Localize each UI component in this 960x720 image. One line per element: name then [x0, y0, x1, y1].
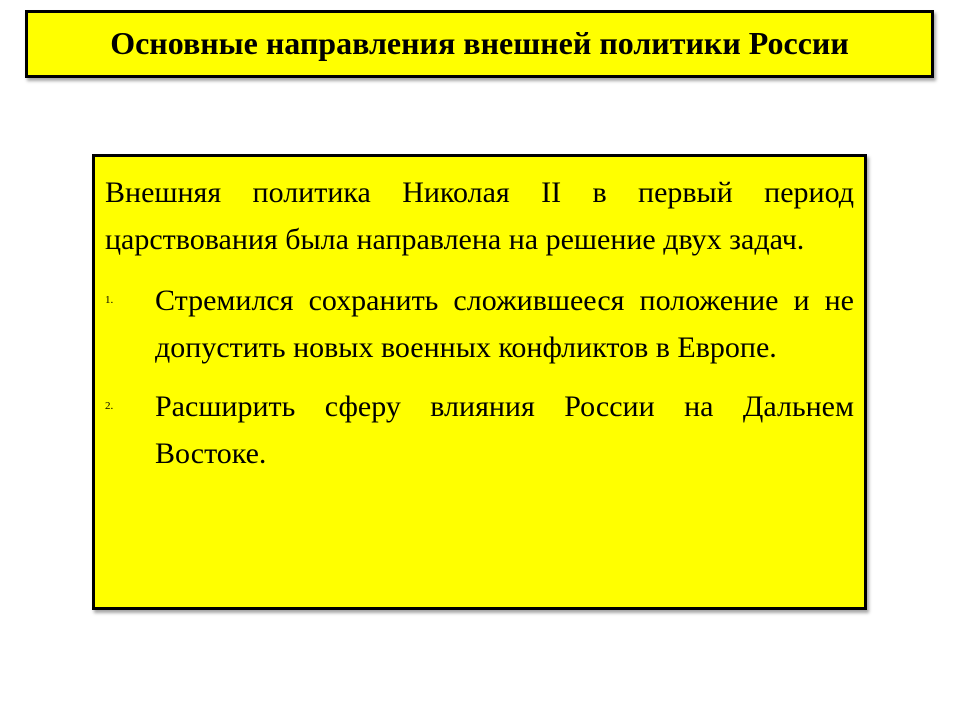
slide-title: Основные направления внешней политики России — [110, 24, 849, 61]
task-text: Стремился сохранить сложившееся положение и не допустить новых военных конфликтов в Европе. — [155, 284, 854, 364]
title-box — [25, 10, 934, 78]
task-item — [105, 277, 854, 371]
intro-paragraph: Внешняя политика Николая II в первый период царствования была направлена на решение двух задач. — [105, 176, 854, 256]
content-box — [92, 154, 867, 610]
task-item — [105, 383, 854, 477]
task-text: Расширить сферу влияния России на Дальнем Востоке. — [155, 390, 854, 470]
task-number: 1. — [105, 294, 114, 306]
task-list — [105, 277, 854, 477]
task-number: 2. — [105, 400, 114, 412]
